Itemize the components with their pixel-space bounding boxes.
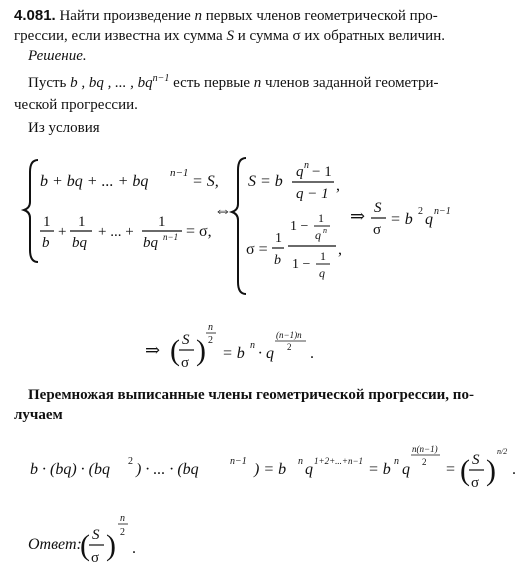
eq3-S: S bbox=[472, 452, 480, 468]
plus-dots: + ... + bbox=[98, 224, 134, 240]
q-minus-1: q − 1 bbox=[296, 186, 329, 202]
eq3-q: q bbox=[305, 461, 313, 478]
intro-line1 bbox=[28, 73, 523, 93]
res-sigma: σ bbox=[373, 222, 382, 238]
eq2-lparen: ( bbox=[170, 334, 180, 367]
eq2-sigma: σ bbox=[181, 355, 190, 371]
intro-exp: n−1 bbox=[152, 73, 170, 84]
problem-number: 4.081. bbox=[14, 7, 56, 24]
intro-line2: ческой прогрессии. bbox=[14, 97, 138, 113]
solution-label: Решение. bbox=[28, 48, 87, 64]
eq2-S: S bbox=[182, 332, 190, 348]
eq3-n: n bbox=[394, 456, 399, 467]
intro-a: Пусть bbox=[28, 75, 67, 91]
problem-var-S: S bbox=[226, 28, 234, 44]
ans-sigma: σ bbox=[91, 550, 100, 566]
res-exp2: n−1 bbox=[434, 206, 451, 217]
ans-two: 2 bbox=[120, 527, 125, 538]
answer bbox=[0, 505, 528, 573]
implies: ⇒ bbox=[350, 206, 366, 226]
f1-num: 1 bbox=[43, 214, 51, 230]
plus1: + bbox=[58, 224, 67, 240]
eq2-q-num: (n−1)n bbox=[276, 330, 302, 340]
eq3-eq2: = b bbox=[368, 461, 391, 478]
eq3-rparen: ) bbox=[486, 454, 496, 487]
problem-text-1: Найти произведение bbox=[59, 8, 191, 24]
left2-end: = σ, bbox=[186, 223, 212, 240]
eq3-exp2: 2 bbox=[128, 456, 133, 467]
f2-num: 1 bbox=[78, 214, 86, 230]
problem-text-2a: грессии, если известна их сумма bbox=[14, 28, 223, 44]
eq3-q-exp: 1+2+...+n−1 bbox=[314, 456, 364, 466]
eq2-two: 2 bbox=[208, 335, 213, 346]
sigma-eq: σ = bbox=[246, 241, 268, 258]
s-one-c: 1 bbox=[320, 249, 326, 263]
ans-S: S bbox=[92, 527, 100, 543]
eq3-eq3: = bbox=[446, 461, 456, 478]
f3-num: 1 bbox=[158, 214, 166, 230]
eq2-rparen: ) bbox=[196, 334, 206, 367]
eq2-q-den: 2 bbox=[287, 342, 292, 352]
s-one-b: 1 bbox=[318, 211, 324, 225]
s-one-minus2: 1 − bbox=[292, 257, 311, 272]
res-q: q bbox=[425, 211, 433, 228]
paragraph2-line2: лучаем bbox=[14, 407, 63, 423]
res-eq: = b bbox=[390, 211, 413, 228]
left1-exp: n−1 bbox=[170, 167, 189, 179]
sigma-comma: , bbox=[338, 241, 342, 258]
left-brace bbox=[24, 160, 38, 262]
s-one: 1 bbox=[275, 231, 282, 246]
eq2-period: . bbox=[310, 345, 314, 362]
q-num-exp: n bbox=[304, 160, 309, 171]
problem-text-2b: и сумма σ их обратных величин. bbox=[237, 28, 445, 44]
f2-den: bq bbox=[72, 235, 87, 251]
eq3-end: . bbox=[512, 461, 516, 478]
eq3-q2: q bbox=[402, 461, 410, 478]
res-S: S bbox=[374, 200, 382, 216]
equation-2 bbox=[0, 310, 528, 380]
s-qn-exp: n bbox=[323, 226, 327, 235]
intro-terms: b , bq , ... , bq bbox=[70, 75, 153, 91]
s-b: b bbox=[274, 253, 281, 268]
eq3-frac-den: 2 bbox=[422, 457, 427, 467]
right-brace bbox=[232, 158, 246, 294]
from-condition: Из условия bbox=[28, 120, 100, 136]
eq2-q: · q bbox=[258, 345, 274, 362]
s-one-minus: 1 − bbox=[290, 219, 309, 234]
f1-den: b bbox=[42, 235, 50, 251]
eq3-prod: b · (bq) · (bq bbox=[30, 461, 110, 478]
res-exp1: 2 bbox=[418, 206, 423, 217]
ans-end: . bbox=[132, 540, 136, 557]
ans-lparen: ( bbox=[80, 529, 90, 562]
minus1: − 1 bbox=[312, 164, 332, 180]
s-q: q bbox=[319, 266, 325, 280]
equation-system bbox=[0, 150, 528, 310]
paragraph2-line1: Перемножая выписанные члены геометрической прогрессии, по- bbox=[28, 387, 474, 403]
eq3-exp-n: n bbox=[298, 456, 303, 467]
left1: b + bq + ... + bq bbox=[40, 173, 149, 190]
problem-statement bbox=[14, 7, 519, 26]
equation-3 bbox=[0, 430, 528, 500]
eq3-n-over-2: n/2 bbox=[497, 447, 508, 456]
eq2-implies: ⇒ bbox=[145, 340, 161, 360]
eq2-eq-exp: n bbox=[250, 340, 255, 351]
intro-b: есть первые bbox=[173, 75, 250, 91]
eq3-frac-num: n(n−1) bbox=[412, 444, 438, 454]
s-qn: q bbox=[315, 228, 321, 242]
f3-den: bq bbox=[143, 235, 158, 251]
left1-end: = S, bbox=[192, 173, 219, 190]
eq2-eq: = b bbox=[222, 345, 245, 362]
intro-n: n bbox=[253, 75, 262, 91]
eq3-dots: ) · ... · (bq bbox=[136, 461, 199, 478]
ans-exp: n bbox=[120, 513, 125, 524]
problem-text-1b: первых членов геометрической про- bbox=[205, 8, 438, 24]
q-num: q bbox=[296, 164, 304, 180]
eq3-expn1: n−1 bbox=[230, 456, 247, 467]
eq2-exp: n bbox=[208, 322, 213, 333]
eq3-lparen: ( bbox=[460, 454, 470, 487]
answer-label: Ответ: bbox=[28, 536, 82, 553]
eq3-close: ) = b bbox=[254, 461, 287, 478]
eq3-sigma: σ bbox=[471, 475, 480, 491]
ans-rparen: ) bbox=[106, 529, 116, 562]
f3-den-exp: n−1 bbox=[163, 232, 179, 242]
iff: ⇔ bbox=[214, 200, 232, 220]
problem-statement-line2 bbox=[14, 27, 519, 46]
S-comma: , bbox=[336, 177, 340, 194]
intro-c: членов заданной геометри- bbox=[264, 75, 439, 91]
S-eq: S = b bbox=[248, 173, 283, 190]
problem-var-n: n bbox=[194, 8, 203, 24]
